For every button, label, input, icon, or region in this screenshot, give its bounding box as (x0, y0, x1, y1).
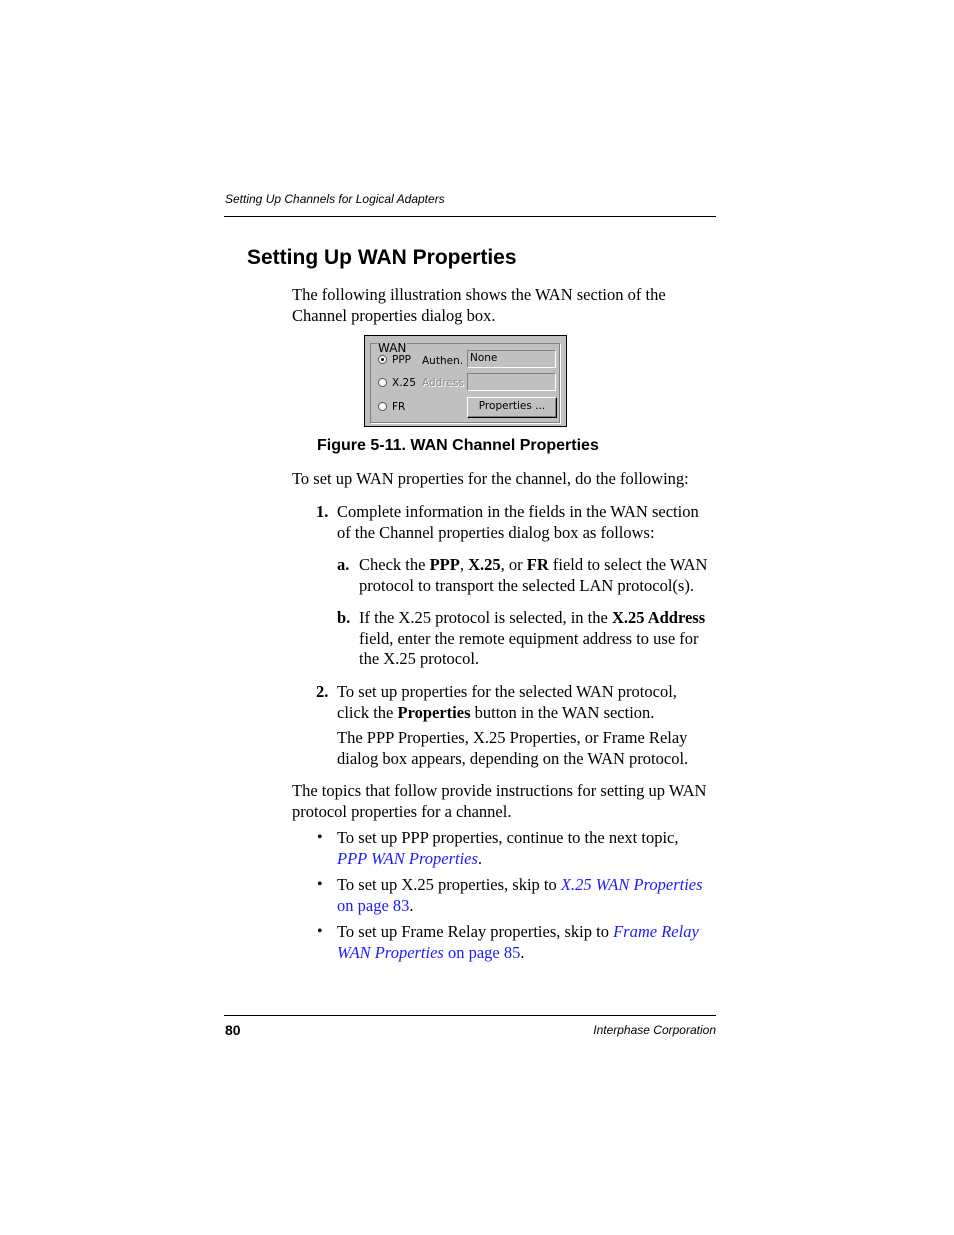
step-1b-marker: b. (337, 608, 351, 627)
x25-radio-label: X.25 (392, 377, 416, 389)
properties-button[interactable]: Properties ... (467, 397, 557, 418)
x25-radio[interactable] (378, 378, 387, 387)
frame-relay-link-part-1[interactable]: Frame Relay (613, 922, 699, 941)
footer-company: Interphase Corporation (593, 1023, 716, 1037)
step-2-line-2: click the Properties button in the WAN section. (337, 702, 655, 722)
bullet-3-line-1: To set up Frame Relay properties, skip to Frame Relay (337, 922, 699, 941)
authen-field[interactable]: None (467, 350, 556, 368)
step-1-line-2: of the Channel properties dialog box as follows: (337, 522, 655, 542)
header-rule (224, 216, 716, 217)
page-number: 80 (225, 1022, 241, 1038)
figure-caption: Figure 5-11. WAN Channel Properties (317, 437, 599, 454)
step-2-result (337, 728, 688, 769)
address-label: Address (422, 377, 464, 389)
authen-label: Authen. (422, 355, 464, 367)
step-2-text (337, 682, 677, 723)
x25-page-link[interactable]: on page 83 (337, 895, 410, 915)
step-1b-text (359, 608, 705, 670)
step-1-text (337, 502, 699, 543)
ppp-radio-label: PPP (392, 354, 411, 366)
bullet-2-line-2: on page 83. (337, 895, 414, 915)
footer-rule (224, 1015, 716, 1016)
topics-line-2: protocol properties for a channel. (292, 801, 512, 821)
step-1a-text (359, 555, 707, 596)
bullet-1-marker: • (317, 829, 323, 846)
section-title: Setting Up WAN Properties (247, 246, 517, 269)
fr-radio-label: FR (392, 401, 406, 413)
bullet-3-text (337, 922, 699, 963)
ppp-radio[interactable] (378, 355, 387, 364)
step-1b-line-3: the X.25 protocol. (359, 649, 480, 668)
frame-relay-link-part-2[interactable]: WAN Properties on page 85 (337, 942, 521, 962)
bullet-2-text (337, 875, 703, 916)
step-1b-line-1: If the X.25 protocol is selected, in the X.25 Address (359, 608, 706, 627)
wan-dialog-figure (364, 335, 567, 427)
step-1a-line-1: Check the PPP, X.25, or FR field to select the WAN (359, 555, 708, 574)
x25-wan-properties-link[interactable]: X.25 WAN Properties (560, 875, 703, 894)
wan-group-box (370, 343, 560, 423)
step-1b-line-2: field, enter the remote equipment address to use for (359, 628, 699, 648)
bullet-3-marker: • (317, 923, 323, 940)
step-2-result-line-1: The PPP Properties, X.25 Properties, or Frame Relay (337, 728, 688, 747)
step-1a-line-2: protocol to transport the selected LAN protocol(s). (359, 575, 694, 595)
step-1-number: 1. (316, 502, 329, 521)
lead-paragraph: To set up WAN properties for the channel, do the following: (292, 469, 689, 488)
address-field[interactable] (467, 373, 556, 391)
step-1-line-1: Complete information in the fields in the WAN section (337, 502, 699, 521)
intro-line-1: The following illustration shows the WAN section of the (292, 285, 666, 304)
bullet-1-text (337, 828, 678, 869)
step-2-line-1: To set up properties for the selected WAN protocol, (337, 682, 677, 701)
topics-paragraph (292, 781, 706, 822)
bullet-1-line-1: To set up PPP properties, continue to the next topic, (337, 828, 679, 847)
bullet-2-marker: • (317, 876, 323, 893)
step-1a-marker: a. (337, 555, 350, 574)
bullet-1-line-2: PPP WAN Properties. (337, 848, 483, 868)
intro-paragraph (292, 285, 666, 326)
step-2-result-line-2: dialog box appears, depending on the WAN protocol. (337, 748, 689, 768)
running-header: Setting Up Channels for Logical Adapters (225, 192, 445, 206)
topics-line-1: The topics that follow provide instructions for setting up WAN (292, 781, 707, 800)
fr-radio[interactable] (378, 402, 387, 411)
wan-group-label: WAN (378, 341, 407, 355)
bullet-2-line-1: To set up X.25 properties, skip to X.25 WAN Properties (337, 875, 703, 894)
ppp-wan-properties-link[interactable]: PPP WAN Properties (337, 848, 478, 868)
step-2-number: 2. (316, 682, 329, 701)
bullet-3-line-2: WAN Properties on page 85. (337, 942, 525, 962)
intro-line-2: Channel properties dialog box. (292, 305, 496, 325)
